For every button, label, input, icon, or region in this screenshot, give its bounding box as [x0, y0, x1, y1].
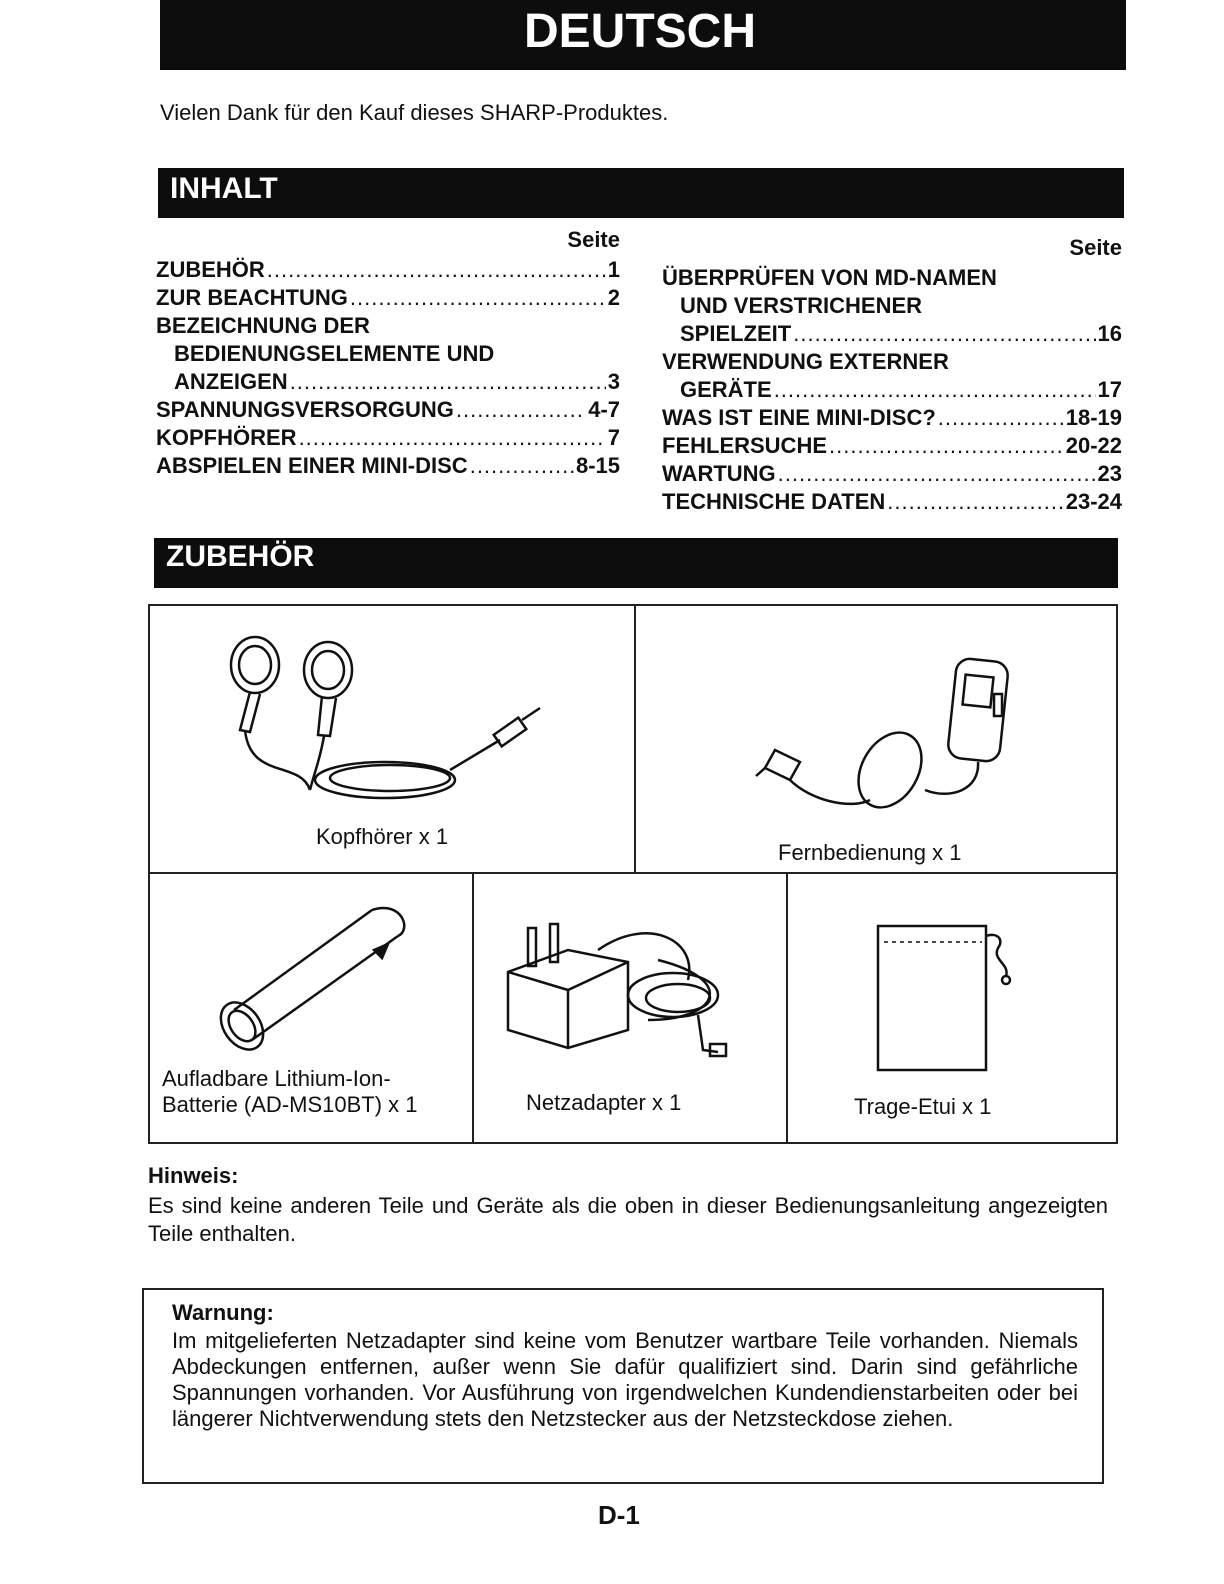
toc-entry: SPANNUNGSVERSORGUNG ..... 4-7: [156, 396, 620, 424]
toc-right: [662, 234, 1122, 516]
battery-caption-line2: Batterie (AD-MS10BT) x 1: [162, 1092, 418, 1117]
case-caption: Trage-Etui x 1: [854, 1094, 992, 1119]
toc-entry: BEDIENUNGSELEMENTE UND: [174, 341, 495, 366]
headphones-icon: [210, 630, 570, 810]
battery-caption-line1: Aufladbare Lithium-Ion-: [162, 1066, 391, 1091]
toc-entry: KOPFHÖRER ..... 7: [156, 424, 620, 452]
toc-entry: TECHNISCHE DATEN ..... 23-24: [662, 488, 1122, 516]
toc-page-label: Seite: [1069, 235, 1122, 260]
warning-heading: Warnung:: [172, 1300, 274, 1325]
toc-entry: ANZEIGEN ..... 3: [156, 368, 620, 396]
toc-entry: FEHLERSUCHE ..... 20-22: [662, 432, 1122, 460]
toc-entry: ÜBERPRÜFEN VON MD-NAMEN: [662, 265, 997, 290]
toc-entry: ZUR BEACHTUNG ..... 2: [156, 284, 620, 312]
toc-page-label: Seite: [567, 227, 620, 252]
toc-entry: ABSPIELEN EINER MINI-DISC ..... 8-15: [156, 452, 620, 480]
grid-divider: [786, 872, 788, 1142]
toc-entry: ZUBEHÖR ..... 1: [156, 256, 620, 284]
toc-entry: UND VERSTRICHENER: [680, 293, 923, 318]
warning-text: Im mitgelieferten Netzadapter sind keine vom Benutzer wartbare Teile vorhanden. Niemals Abdeckungen entfernen, außer wenn Sie dafür qualifiziert sind. Darin sind gefährliche Spannungen vorhanden. Vor Ausführung von irgendwelchen Kundendienstarbeiten oder bei längerer Nichtverwendung stets den Netzstecker aus der Netzsteckdose ziehen.: [172, 1328, 1078, 1431]
intro-text: Vielen Dank für den Kauf dieses SHARP-Produktes.: [160, 100, 669, 125]
toc-entry: WARTUNG ..... 23: [662, 460, 1122, 488]
toc-entry: GERÄTE ..... 17: [662, 376, 1122, 404]
toc-entry: VERWENDUNG EXTERNER: [662, 349, 949, 374]
ac-adapter-icon: [498, 920, 738, 1070]
inhalt-heading: INHALT: [170, 172, 278, 205]
inhalt-band: [158, 168, 1124, 218]
grid-divider: [634, 606, 636, 872]
grid-divider: [150, 872, 1116, 874]
headphones-caption: Kopfhörer x 1: [316, 824, 449, 849]
warning-box: [142, 1288, 1104, 1484]
battery-icon: [212, 900, 412, 1050]
note-text: Es sind keine anderen Teile und Geräte als die oben in dieser Bedienungsanleitung angezeigten Teile enthalten.: [148, 1193, 1108, 1246]
grid-divider: [472, 872, 474, 1142]
note-heading: Hinweis:: [148, 1163, 239, 1188]
toc-entry: BEZEICHNUNG DER: [156, 313, 370, 338]
toc-entry: WAS IST EINE MINI-DISC? ..... 18-19: [662, 404, 1122, 432]
toc-left: [156, 226, 620, 480]
page-title: DEUTSCH: [524, 5, 757, 58]
page-number: D-1: [598, 1500, 640, 1530]
zubehoer-heading: ZUBEHÖR: [166, 540, 315, 573]
remote-caption: Fernbedienung x 1: [778, 840, 962, 865]
carry-case-icon: [870, 920, 1030, 1080]
toc-entry: SPIELZEIT ..... 16: [662, 320, 1122, 348]
adapter-caption: Netzadapter x 1: [526, 1090, 682, 1115]
remote-control-icon: [750, 650, 1030, 820]
